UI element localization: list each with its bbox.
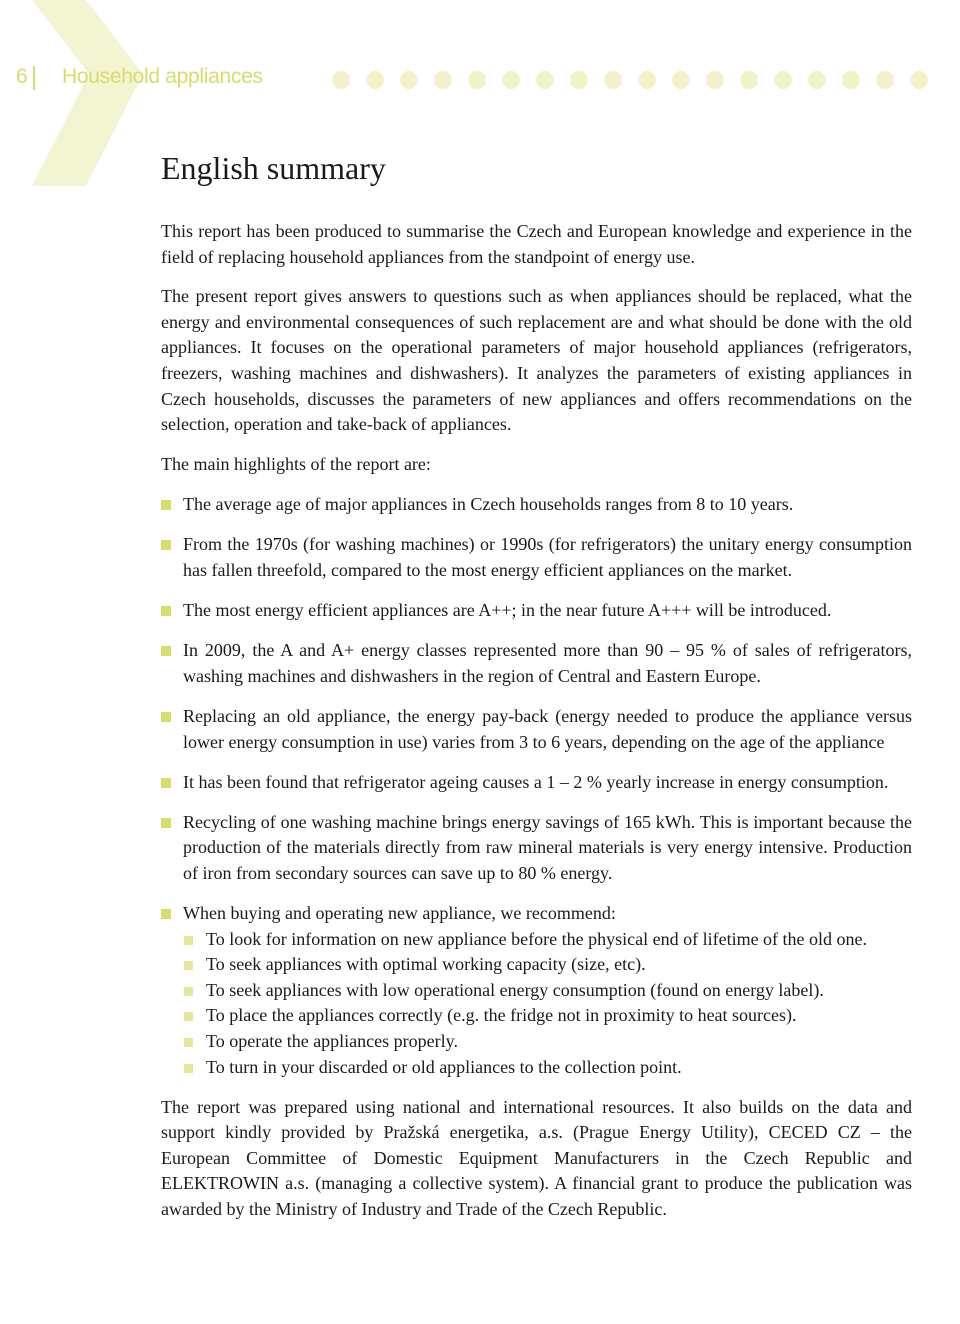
present-report-paragraph: The present report gives answers to questions such as when appliances should be replaced, what the energy and environmental consequences of such replacement are and what should be done with the old appliances. It focuses on the operational parameters of major household appliances (refrigerators, freezers, washing machines and dishwashers). It analyzes the parameters of existing appliances in Czech households, discusses the parameters of new appliances and offers recommendations on the selection, operation and take-back of appliances. [161,286,912,435]
recommendations-list [183,927,912,1081]
sub-list-item: To seek appliances with low operational energy consumption (found on energy label). [183,978,912,1004]
bullet-square-icon [184,1064,193,1073]
bullet-square-icon [161,606,171,616]
list-item: The most energy efficient appliances are A++; in the near future A+++ will be introduced. [161,598,912,624]
sub-list-item: To place the appliances correctly (e.g. the fridge not in proximity to heat sources). [183,1003,912,1029]
sub-list-item: To operate the appliances properly. [183,1029,912,1055]
bullet-square-icon [184,1012,193,1021]
main-content [161,150,912,1237]
page-title: English summary [161,150,386,186]
page-header [0,62,960,98]
section-title: Household appliances [62,65,263,88]
header-separator [33,66,35,90]
highlights-list [161,492,912,1080]
bullet-square-icon [184,936,193,945]
bullet-square-icon [161,909,171,919]
bullet-square-icon [161,712,171,722]
sub-list-item: To look for information on new appliance before the physical end of lifetime of the old one. [183,927,912,953]
intro-paragraph: This report has been produced to summarise the Czech and European knowledge and experience in the field of replacing household appliances from the standpoint of energy use. [161,221,912,267]
dot-row-decoration [332,71,928,89]
bullet-square-icon [184,961,193,970]
list-item: When buying and operating new appliance, we recommend: To look for information on new appliance before the physical end of lifetime of the old one. To seek appliances with optimal working capacity (size, etc). To seek appliances with low operational energy consumption (found on energy label). To place the appliances correctly (e.g. the fridge not in proximity to heat sources). To operate the appliances properly. To turn in your discarded or old appliances to the collection point. [161,901,912,1080]
bullet-square-icon [161,540,171,550]
bullet-square-icon [184,1038,193,1047]
list-item: From the 1970s (for washing machines) or 1990s (for refrigerators) the unitary energy consumption has fallen threefold, compared to the most energy efficient appliances on the market. [161,532,912,583]
bullet-square-icon [161,778,171,788]
page-number: 6 [16,65,28,88]
list-item: The average age of major appliances in Czech households ranges from 8 to 10 years. [161,492,912,518]
bullet-square-icon [184,987,193,996]
bullet-square-icon [161,646,171,656]
list-item: It has been found that refrigerator ageing causes a 1 – 2 % yearly increase in energy consumption. [161,770,912,796]
bullet-square-icon [161,818,171,828]
chevron-decoration [0,0,150,200]
sub-list-item: To seek appliances with optimal working capacity (size, etc). [183,952,912,978]
bullet-square-icon [161,500,171,510]
list-item: Recycling of one washing machine brings energy savings of 165 kWh. This is important because the production of the materials directly from raw mineral materials is very energy intensive. Production of iron from secondary sources can save up to 80 % energy. [161,810,912,887]
list-item: In 2009, the A and A+ energy classes represented more than 90 – 95 % of sales of refrigerators, washing machines and dishwashers in the region of Central and Eastern Europe. [161,638,912,689]
sub-list-item: To turn in your discarded or old appliances to the collection point. [183,1055,912,1081]
highlights-intro: The main highlights of the report are: [161,453,431,474]
list-item: Replacing an old appliance, the energy pay-back (energy needed to produce the appliance versus lower energy consumption in use) varies from 3 to 6 years, depending on the age of the appliance [161,704,912,755]
closing-paragraph: The report was prepared using national and international resources. It also builds on the data and support kindly provided by Pražská energetika, a.s. (Prague Energy Utility), CECED CZ – the European Committee of Domestic Equipment Manufacturers in the Czech Republic and ELEKTROWIN a.s. (managing a collective system). A financial grant to produce the publication was awarded by the Ministry of Industry and Trade of the Czech Republic. [161,1096,912,1219]
